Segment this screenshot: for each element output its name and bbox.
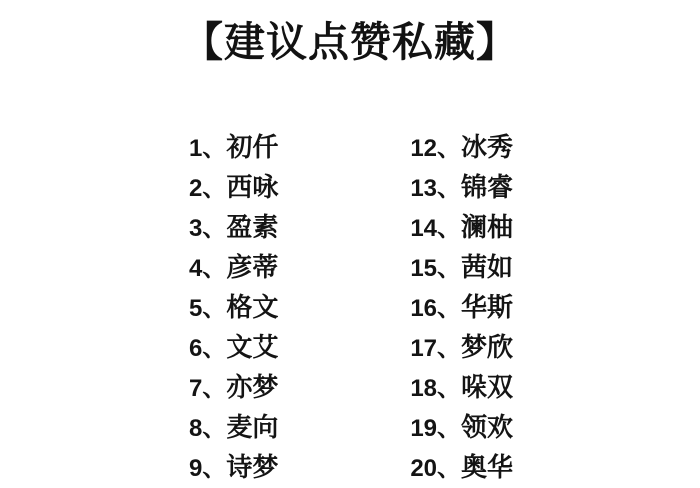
list-item-name: 冰秀 <box>461 132 514 162</box>
list-item-index: 9 <box>188 455 203 482</box>
list-item-separator: 、 <box>202 375 227 402</box>
list-item-separator: 、 <box>202 335 227 362</box>
list-item-index: 5 <box>188 295 203 322</box>
list-item <box>410 208 513 248</box>
list-item <box>187 288 278 328</box>
list-item <box>410 328 513 368</box>
list-item-name: 格文 <box>226 292 279 322</box>
list-item-index: 1 <box>188 135 203 162</box>
list-item-name: 奥华 <box>461 452 514 482</box>
list-item-name: 华斯 <box>461 292 514 322</box>
list-item-name: 盈素 <box>226 212 279 242</box>
list-item-name: 麦向 <box>226 412 279 442</box>
list-item-index: 6 <box>188 335 203 362</box>
list-item-separator: 、 <box>437 415 462 442</box>
list-item-name: 领欢 <box>461 412 514 442</box>
list-item-index: 18 <box>410 375 438 402</box>
list-item-index: 19 <box>410 415 438 442</box>
list-item-name: 西咏 <box>226 172 279 202</box>
list-item <box>187 448 278 488</box>
list-item <box>187 368 278 408</box>
list-item <box>410 448 513 488</box>
list-item <box>187 408 278 448</box>
list-item-separator: 、 <box>437 215 462 242</box>
list-item-separator: 、 <box>202 135 227 162</box>
list-item-index: 8 <box>188 415 203 442</box>
list-item-name: 茜如 <box>461 252 514 282</box>
list-item-index: 14 <box>410 215 438 242</box>
list-item <box>187 168 278 208</box>
list-item-separator: 、 <box>437 375 462 402</box>
list-item-name: 哚双 <box>461 372 514 402</box>
list-item-name: 文艾 <box>226 332 279 362</box>
list-item-separator: 、 <box>437 295 462 322</box>
list-item-index: 12 <box>410 135 438 162</box>
list-item-index: 7 <box>188 375 203 402</box>
list-item <box>410 288 513 328</box>
list-item-name: 初仟 <box>226 132 279 162</box>
list-item-name: 彦蒂 <box>226 252 279 282</box>
list-item-separator: 、 <box>202 215 227 242</box>
list-item-separator: 、 <box>202 175 227 202</box>
list-item-separator: 、 <box>437 175 462 202</box>
list-item-index: 13 <box>410 175 438 202</box>
list-item-name: 亦梦 <box>226 372 279 402</box>
list-item <box>410 408 513 448</box>
list-item-separator: 、 <box>202 415 227 442</box>
list-item <box>187 208 278 248</box>
list-item-index: 15 <box>410 255 438 282</box>
list-item <box>410 168 513 208</box>
list-item-index: 20 <box>410 455 438 482</box>
list-item-name: 锦睿 <box>461 172 514 202</box>
list-item-name: 梦欣 <box>461 332 514 362</box>
list-item-separator: 、 <box>437 335 462 362</box>
list-item-index: 17 <box>410 335 438 362</box>
name-list-column-left <box>187 128 278 488</box>
list-item <box>410 128 513 168</box>
list-item-name: 诗梦 <box>226 452 279 482</box>
list-item <box>187 248 278 288</box>
name-list-columns <box>0 128 700 488</box>
list-item-separator: 、 <box>202 295 227 322</box>
list-item-index: 3 <box>188 215 203 242</box>
list-item-index: 16 <box>410 295 438 322</box>
name-list-column-right <box>410 128 513 488</box>
list-item-name: 澜柚 <box>461 212 514 242</box>
list-item <box>187 328 278 368</box>
page-title: 【建议点赞私藏】 <box>182 19 518 65</box>
list-item <box>187 128 278 168</box>
list-item-index: 4 <box>188 255 203 282</box>
list-item-separator: 、 <box>202 255 227 282</box>
list-item-separator: 、 <box>437 255 462 282</box>
list-item-index: 2 <box>188 175 203 202</box>
list-item <box>410 368 513 408</box>
list-item-separator: 、 <box>202 455 227 482</box>
list-item <box>410 248 513 288</box>
list-item-separator: 、 <box>437 135 462 162</box>
list-item-separator: 、 <box>437 455 462 482</box>
